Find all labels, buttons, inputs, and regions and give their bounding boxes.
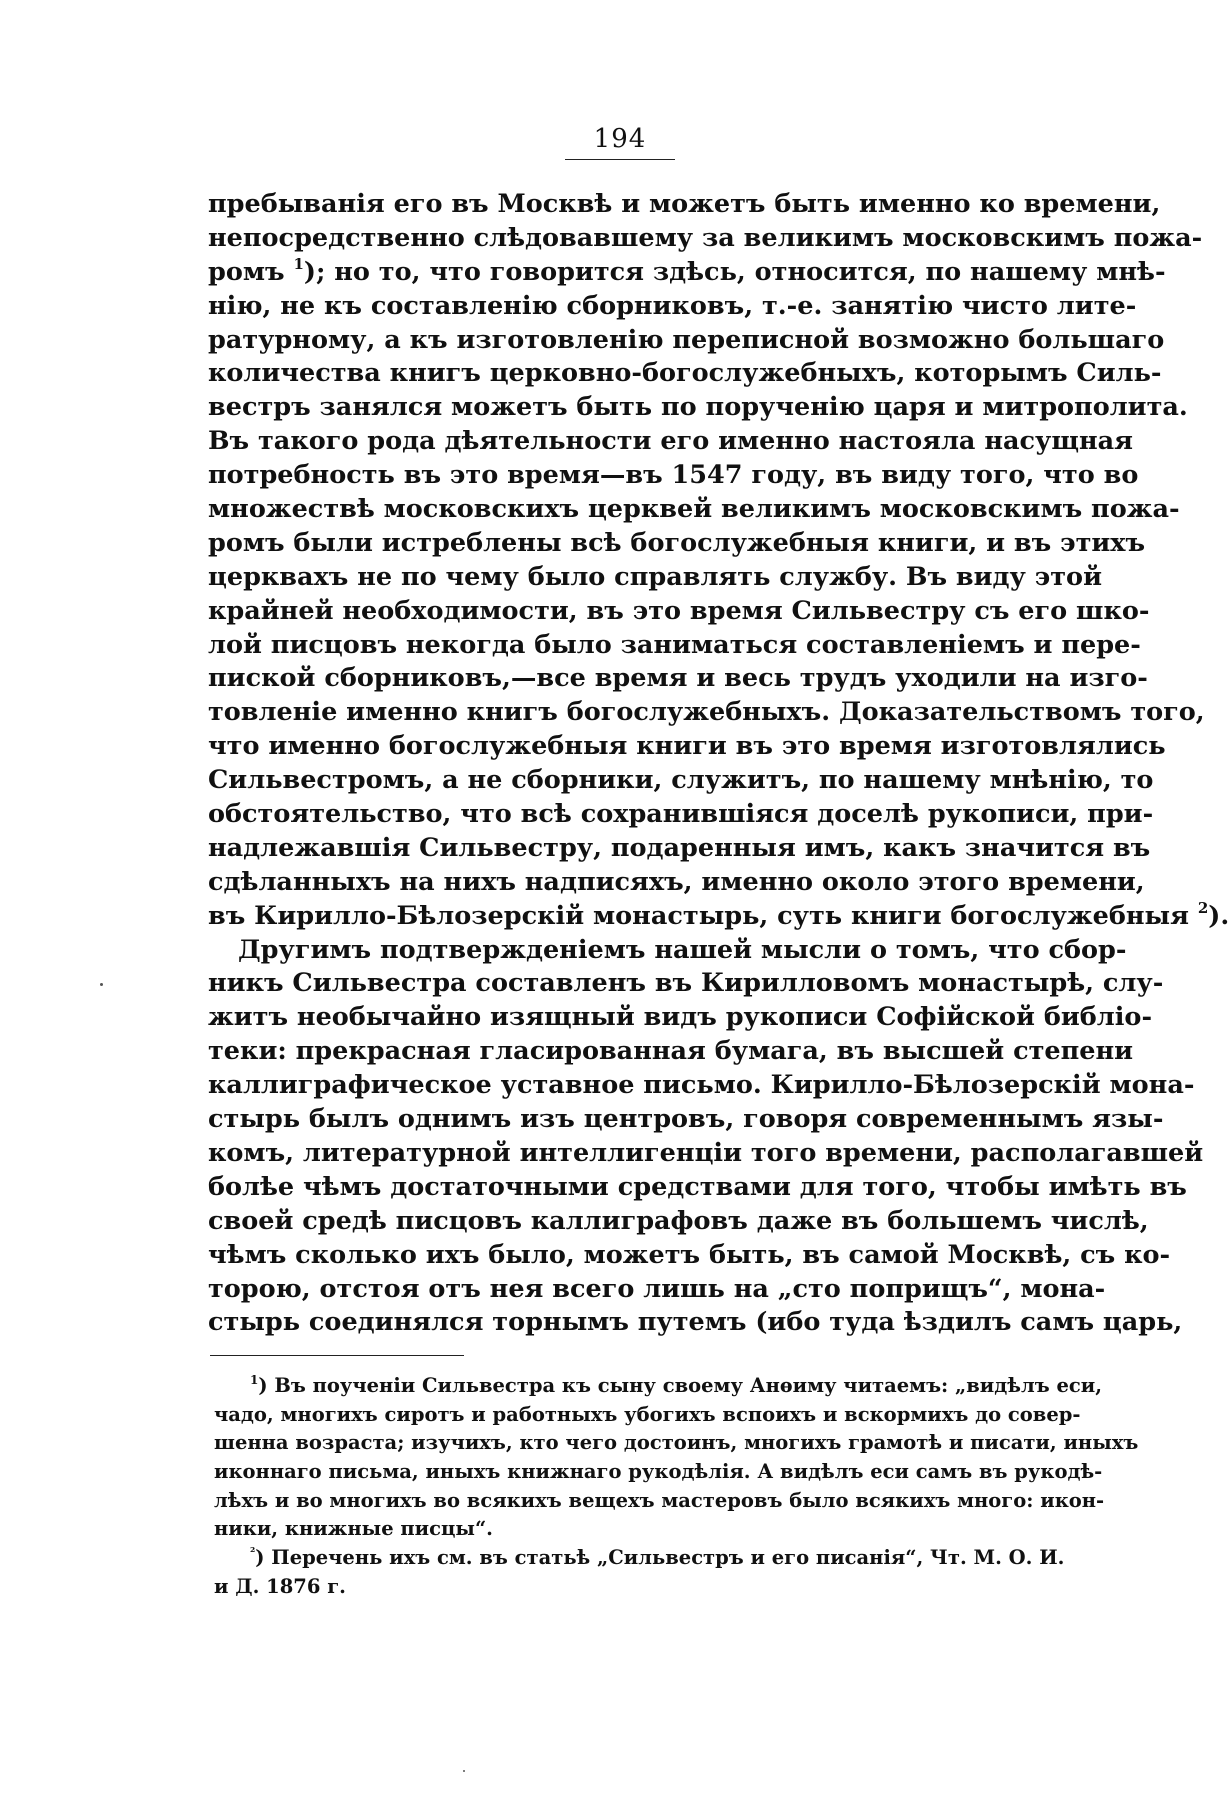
text-fragment: ромъ [208,256,285,287]
text-line: количества книгъ церковно-богослужебныхъ, которымъ Силь- [208,358,1162,389]
text-line: что именно богослужебныя книги въ это время изготовлялись [208,731,1166,762]
main-text [208,188,1229,1340]
text-fragment: ) Въ поученіи Сильвестра къ сыну своему Анѳиму читаемъ: „видѣлъ еси, [258,1374,1103,1397]
footnote-ref-1: 1 [293,254,304,273]
footnote-1-line: чадо, многихъ сиротъ и работныхъ убогихъ вспоихъ и вскормихъ до совер- [214,1402,1081,1426]
text-line: сдѣланныхъ на нихъ надписяхъ, именно около этого времени, [208,866,1145,897]
text-line: потребность въ это время—въ 1547 году, въ виду того, что во [208,460,1139,491]
footnote-2-line: и Д. 1876 г. [214,1574,346,1598]
text-line: своей средѣ писцовъ каллиграфовъ даже въ большемъ числѣ, [208,1205,1149,1236]
footnote-1-marker: 1 [250,1373,259,1387]
footnote-1-line: шенна возраста; изучихъ, кто чего достоинъ, многихъ грамотѣ и писати, иныхъ [214,1431,1139,1455]
text-line: теки: прекрасная гласированная бумага, въ высшей степени [208,1036,1134,1067]
text-line: пребыванія его въ Москвѣ и можетъ быть именно ко времени, [208,189,1161,219]
text-line: стырь былъ однимъ изъ центровъ, говоря современнымъ язы- [208,1104,1164,1135]
text-line: Другимъ подтвержденіемъ нашей мысли о томъ, что сбор- [238,934,1127,965]
page-number-rule [565,159,675,160]
footnote-2-marker: ² [250,1545,256,1560]
text-fragment: въ Кирилло-Бѣлозерскій монастырь, суть книги богослужебныя [208,900,1189,931]
footnote-1-line [214,1372,1103,1401]
text-line: непосредственно слѣдовавшему за великимъ московскимъ пожа- [208,222,1203,253]
text-line: ромъ были истреблены всѣ богослужебныя книги, и въ этихъ [208,527,1146,558]
page-number: 194 [593,124,647,154]
text-line: Въ такого рода дѣятельности его именно настояла насущная [208,426,1133,457]
footnotes [214,1372,1139,1602]
text-line: лой писцовъ некогда было заниматься составленіемъ и пере- [208,629,1141,660]
text-line: ратурному, а къ изготовленію переписной возможно большаго [208,324,1165,355]
footnote-separator [210,1355,464,1356]
footnote-1-line: иконнаго письма, иныхъ книжнаго рукодѣлія. А видѣлъ еси самъ въ рукодѣ- [214,1460,1103,1484]
text-line: болѣе чѣмъ достаточными средствами для того, чтобы имѣть въ [208,1171,1187,1202]
scan-speck [100,983,103,986]
text-line: нію, не къ составленію сборниковъ, т.-е. занятію чисто лите- [208,290,1137,321]
text-line: надлежавшія Сильвестру, подаренныя имъ, какъ значится въ [208,832,1151,863]
text-fragment: ); но то, что говорится здѣсь, относится, по нашему мнѣ- [303,256,1166,287]
text-line: чѣмъ сколько ихъ было, можетъ быть, въ самой Москвѣ, съ ко- [208,1239,1171,1270]
footnote-2-line [214,1544,1065,1573]
text-line: обстоятельство, что всѣ сохранившіяся доселѣ рукописи, при- [208,799,1154,830]
text-line: каллиграфическое уставное письмо. Кирилло-Бѣлозерскій мона- [208,1070,1195,1101]
text-fragment: ). [1208,900,1229,931]
scan-speck [463,1770,465,1772]
text-line [208,898,1229,934]
footnote-ref-2: 2 [1197,898,1209,917]
text-line: церквахъ не по чему было справлять службу. Въ виду этой [208,561,1102,592]
text-line: торою, отстоя отъ нея всего лишь на „сто поприщъ“, мона- [208,1273,1106,1304]
footnote-1-line: ники, книжные писцы“. [214,1517,493,1541]
text-line: крайней необходимости, въ это время Сильвестру съ его шко- [208,595,1150,626]
footnote-1-line: лѣхъ и во многихъ во всякихъ вещехъ мастеровъ было всякихъ много: икон- [214,1488,1105,1512]
text-line: стырь соединялся торнымъ путемъ (ибо туда ѣздилъ самъ царь, [208,1307,1183,1338]
text-line: множествѣ московскихъ церквей великимъ московскимъ пожа- [208,494,1180,525]
text-line: комъ, литературной интеллигенціи того времени, располагавшей [208,1137,1204,1168]
text-line: Сильвестромъ, а не сборники, служитъ, по нашему мнѣнію, то [208,765,1154,796]
text-line [208,254,1166,290]
text-line: никъ Сильвестра составленъ въ Кирилловомъ монастырѣ, слу- [208,968,1164,999]
text-line: вестръ занялся можетъ быть по порученію царя и митрополита. [208,392,1188,423]
text-fragment: ) Перечень ихъ см. въ статьѣ „Сильвестръ и его писанія“, Чт. М. О. И. [255,1546,1065,1570]
text-line: товленіе именно книгъ богослужебныхъ. Доказательствомъ того, [208,697,1205,728]
text-line: житъ необычайно изящный видъ рукописи Софійской библіо- [208,1002,1153,1033]
text-line: пиской сборниковъ,—все время и весь трудъ уходили на изго- [208,663,1148,694]
